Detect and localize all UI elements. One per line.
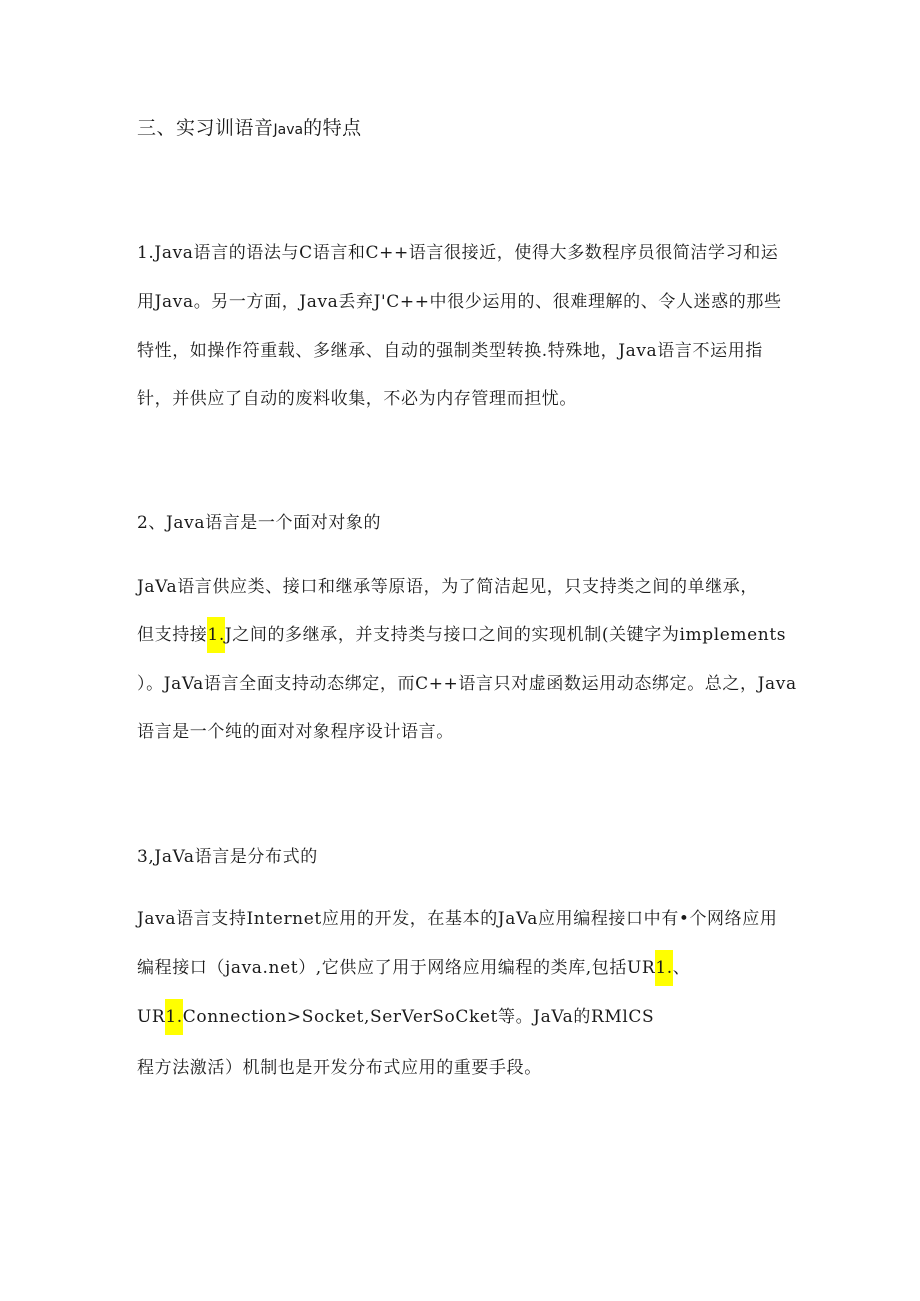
section3-title: 3,JaVa语言是分布式的	[137, 847, 318, 867]
section2-line-4: 语言是一个纯的面对对象程序设计语言。	[137, 722, 454, 742]
heading-part-3: 的特点	[303, 117, 362, 139]
heading-part-2: Java	[273, 122, 304, 138]
section2-line-2-start: 但支持接	[137, 625, 208, 645]
section3-line-3-start: UR	[137, 1007, 166, 1027]
section2-line-2-end: J之间的多继承，并支持类与接口之间的实现机制(关键字为implements	[224, 625, 787, 645]
section3-line-1: Java语言支持Internet应用的开发，在基本的JaVa应用编程接口中有•个网络应用	[137, 909, 778, 929]
section2-line-1: JaVa语言供应类、接口和继承等原语，为了简洁起见，只支持类之间的单继承，	[137, 577, 758, 597]
section3-line-3	[137, 1002, 654, 1035]
heading-part-1: 三、实习训语音	[137, 117, 274, 139]
section3-line-2	[137, 953, 690, 986]
section1-line-2: 用Java。另一方面，Java丢弃J'C++中很少运用的、很难理解的、令人迷惑的那些	[137, 292, 782, 312]
section2-title: 2、Java语言是一个面对对象的	[137, 513, 382, 533]
highlight-mark: 1.	[207, 617, 224, 653]
highlight-mark: 1.	[165, 999, 182, 1035]
section3-line-4: 程方法激活）机制也是开发分布式应用的重要手段。	[137, 1058, 542, 1078]
section1-line-4: 针，并供应了自动的废料收集，不必为内存管理而担忧。	[137, 389, 577, 409]
section3-line-2-end: 、	[672, 958, 691, 978]
section-heading	[137, 113, 362, 145]
section2-line-3: ）。JaVa语言全面支持动态绑定，而C++语言只对虚函数运用动态绑定。总之，Java	[137, 674, 797, 694]
section1-line-1: 1.Java语言的语法与C语言和C++语言很接近，使得大多数程序员很简洁学习和运	[137, 243, 779, 263]
section3-line-2-start: 编程接口（java.net）,它供应了用于网络应用编程的类库,包括UR	[137, 958, 656, 978]
section2-line-2	[137, 620, 786, 653]
section3-line-3-end: Connection>Socket,SerVerSoCket等。JaVa的RMlCS	[182, 1007, 655, 1027]
section1-line-3: 特性，如操作符重载、多继承、自动的强制类型转换.特殊地，Java语言不运用指	[137, 341, 763, 361]
highlight-mark: 1.	[655, 950, 672, 986]
